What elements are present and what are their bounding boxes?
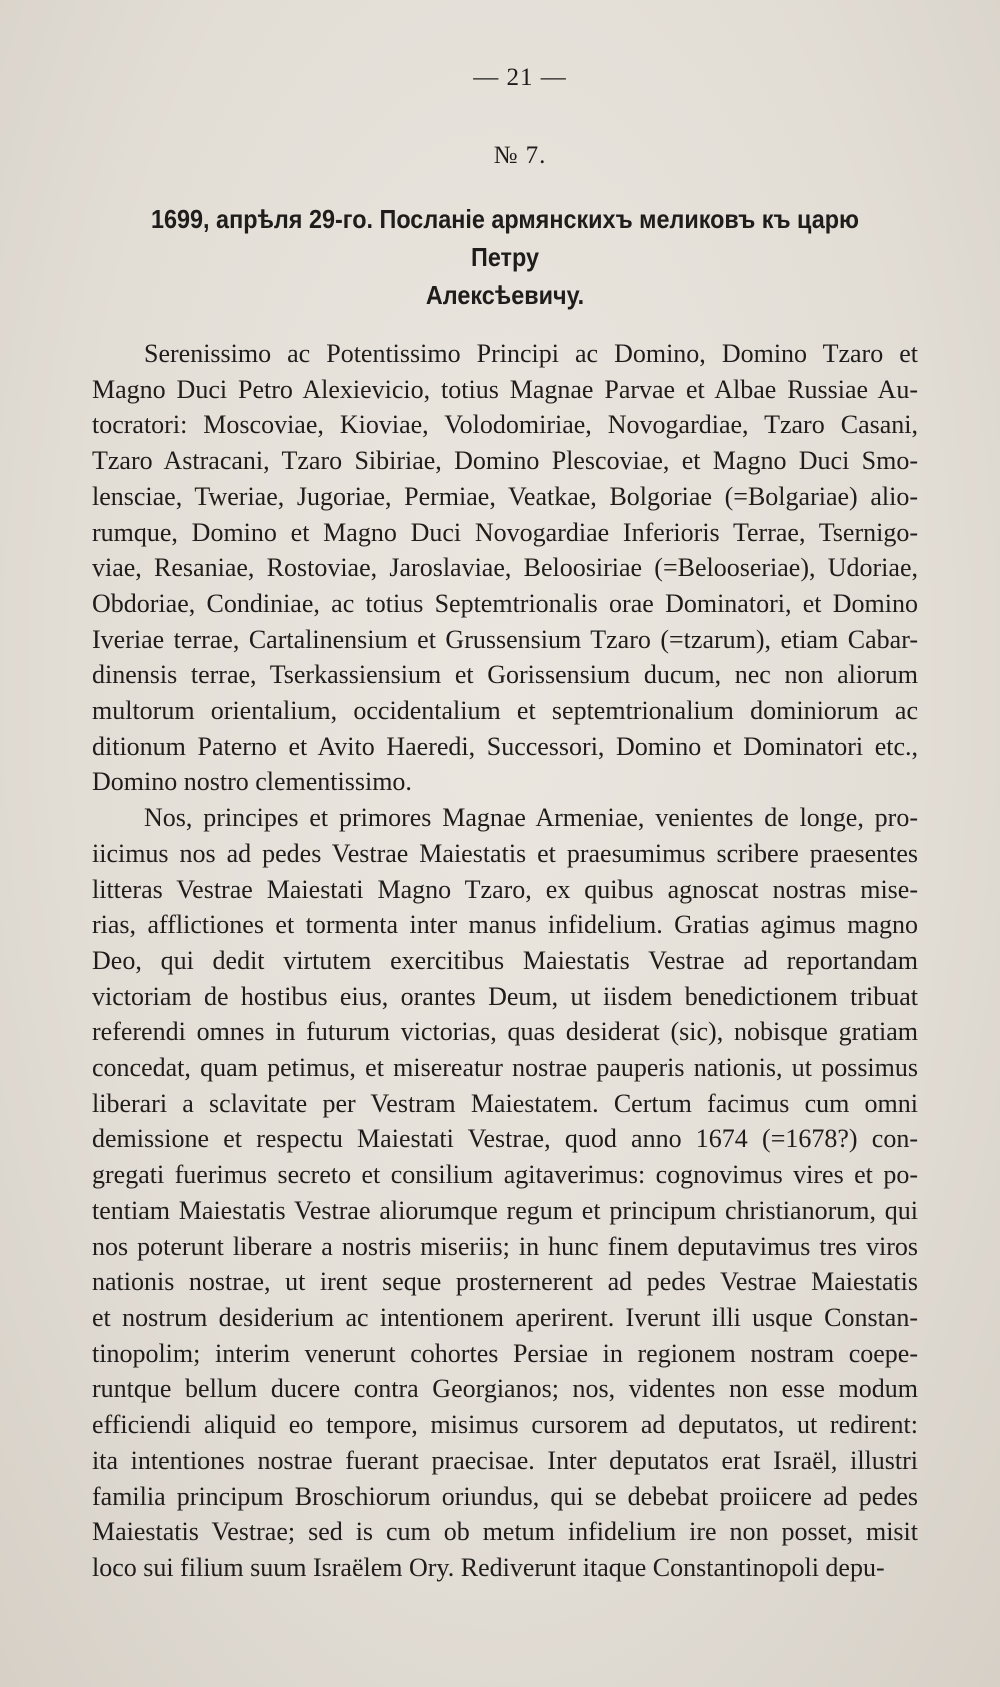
paragraph — [92, 336, 918, 800]
text-line: liberari a sclavitate per Vestram Maiestatem. Certum facimus cum omni — [92, 1088, 918, 1118]
text-line: Tzaro Astracani, Tzaro Sibiriae, Domino Plescoviae, et Magno Duci Smo- — [92, 446, 918, 476]
body-text — [92, 336, 918, 1586]
text-line: tentiam Maiestatis Vestrae aliorumque regum et principum christianorum, qui — [92, 1195, 918, 1225]
text-line: ita intentiones nostrae fuerant praecisae. Inter deputatos erat Israël, illustri — [92, 1445, 918, 1475]
text-line: runtque bellum ducere contra Georgianos; nos, videntes non esse modum — [92, 1374, 918, 1404]
text-line: nos poterunt liberare a nostris miseriis; in hunc finem deputavimus tres viros — [92, 1231, 918, 1261]
document-number: № 7. — [493, 142, 547, 169]
text-line: nationis nostrae, ut irent seque prosternerent ad pedes Vestrae Maiestatis — [92, 1267, 918, 1297]
page-content — [92, 64, 918, 1586]
text-line: tinopolim; interim venerunt cohortes Persiae in regionem nostram coepe- — [92, 1338, 918, 1368]
text-line: victoriam de hostibus eius, orantes Deum, ut iisdem benedictionem tribuat — [92, 981, 918, 1011]
text-line: multorum orientalium, occidentalium et septemtrionalium dominiorum ac — [92, 696, 918, 726]
text-line: rias, afflictiones et tormenta inter manus infidelium. Gratias agimus magno — [92, 910, 918, 940]
text-line: Nos, principes et primores Magnae Armeniae, venientes de longe, pro- — [144, 803, 918, 833]
text-line: gregati fuerimus secreto et consilium agitaverimus: cognovimus vires et po- — [92, 1160, 918, 1190]
document-heading — [133, 200, 876, 314]
text-line: ditionum Paterno et Avito Haeredi, Successori, Domino et Dominatori etc., — [92, 731, 918, 761]
text-line: rumque, Domino et Magno Duci Novogardiae Inferioris Terrae, Tsernigo- — [92, 517, 918, 547]
text-line: referendi omnes in futurum victorias, quas desiderat (sic), nobisque gratiam — [92, 1017, 918, 1047]
paragraph — [92, 800, 918, 1585]
text-line: litteras Vestrae Maiestati Magno Tzaro, ex quibus agnoscat nostras mise- — [92, 874, 918, 904]
text-line: lensciae, Tweriae, Jugoriae, Permiae, Veatkae, Bolgoriae (=Bolgariae) alio- — [92, 481, 918, 511]
text-line: Iveriae terrae, Cartalinensium et Grussensium Tzaro (=tzarum), etiam Cabar- — [92, 624, 918, 654]
text-line: Magno Duci Petro Alexievicio, totius Magnae Parvae et Albae Russiae Au- — [92, 374, 918, 404]
text-line: concedat, quam petimus, et misereatur nostrae pauperis nationis, ut possimus — [92, 1053, 918, 1083]
heading-line-2: Алексѣевичу. — [425, 280, 585, 310]
text-line: et nostrum desiderium ac intentionem aperirent. Iverunt illi usque Constan- — [92, 1302, 918, 1332]
text-line: Domino nostro clementissimo. — [92, 767, 412, 797]
text-line: demissione et respectu Maiestati Vestrae, quod anno 1674 (=1678?) con- — [92, 1124, 918, 1154]
heading-line-1: 1699, апрѣля 29-го. Посланіе армянскихъ меликовъ къ царю Петру — [150, 204, 860, 272]
text-line: loco sui filium suum Israëlem Ory. Rediverunt itaque Constantinopoli depu- — [92, 1552, 885, 1582]
text-line: Deo, qui dedit virtutem exercitibus Maiestatis Vestrae ad reportandam — [92, 945, 918, 975]
text-line: familia principum Broschiorum oriundus, qui se debebat proiicere ad pedes — [92, 1481, 918, 1511]
text-line: viae, Resaniae, Rostoviae, Jaroslaviae, Beloosiriae (=Belooseriae), Udoriae, — [92, 553, 918, 583]
text-line: iicimus nos ad pedes Vestrae Maiestatis et praesumimus scribere praesentes — [92, 838, 918, 868]
text-line: Serenissimo ac Potentissimo Principi ac Domino, Domino Tzaro et — [144, 339, 918, 368]
page-number: — 21 — — [473, 64, 567, 91]
text-line: dinensis terrae, Tserkassiensium et Gorissensium ducum, nec non aliorum — [92, 660, 918, 690]
text-line: efficiendi aliquid eo tempore, misimus cursorem ad deputatos, ut redirent: — [92, 1410, 918, 1440]
text-line: Maiestatis Vestrae; sed is cum ob metum infidelium ire non posset, misit — [92, 1517, 918, 1547]
text-line: tocratori: Moscoviae, Kioviae, Volodomiriae, Novogardiae, Tzaro Casani, — [92, 410, 918, 440]
text-line: Obdoriae, Condiniae, ac totius Septemtrionalis orae Dominatori, et Domino — [92, 588, 918, 618]
